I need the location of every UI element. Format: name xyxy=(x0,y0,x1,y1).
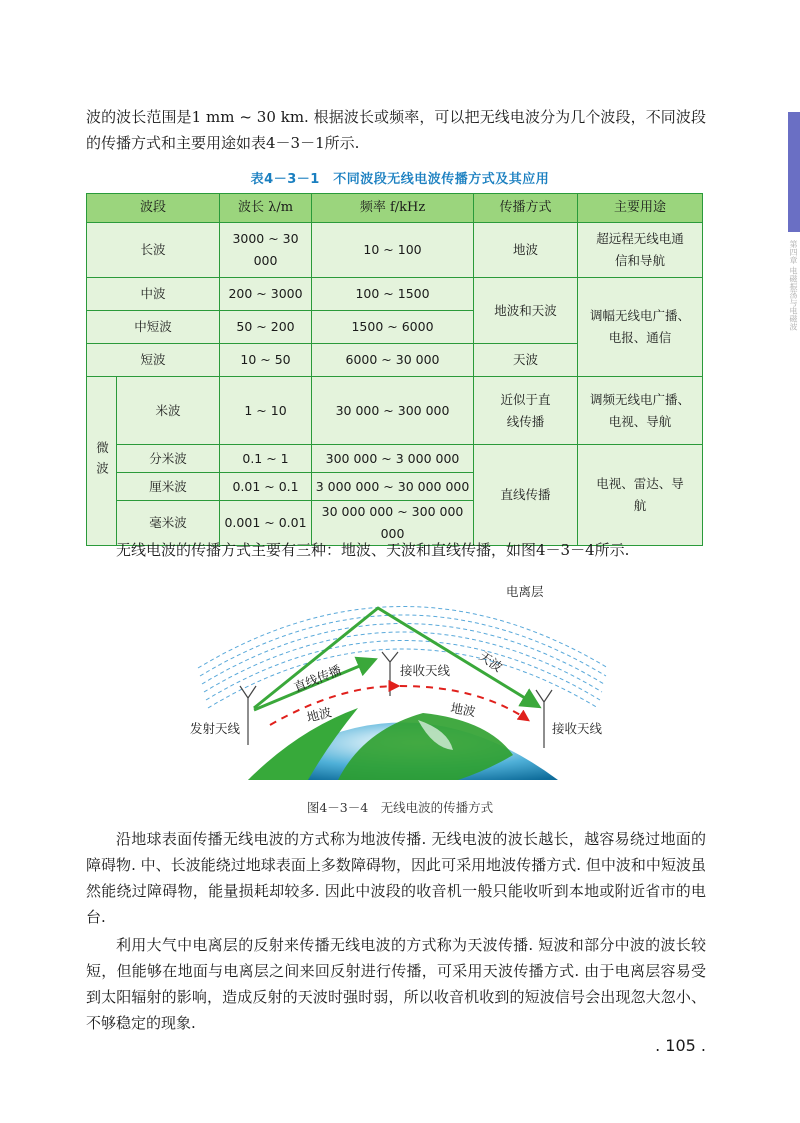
band-cell: 厘米波 xyxy=(117,473,220,501)
wavelength-cell: 0.001 ~ 0.01 xyxy=(220,501,312,546)
band-cell: 米波 xyxy=(117,377,220,445)
propagation-cell: 近似于直线传播 xyxy=(474,377,578,445)
wave-band-table xyxy=(86,193,703,546)
band-cell: 毫米波 xyxy=(117,501,220,546)
wavelength-cell: 10 ~ 50 xyxy=(220,344,312,377)
header-band: 波段 xyxy=(87,194,220,223)
frequency-cell: 3 000 000 ~ 30 000 000 xyxy=(312,473,474,501)
chapter-side-text: 第四章 电磁振荡与电磁波 xyxy=(789,240,798,331)
table-header-row xyxy=(87,194,703,223)
propagation-cell: 天波 xyxy=(474,344,578,377)
table-row xyxy=(87,278,703,311)
frequency-cell: 30 000 ~ 300 000 xyxy=(312,377,474,445)
transmit-antenna-label: 发射天线 xyxy=(190,721,241,736)
table-row xyxy=(87,445,703,473)
sky-wave-paragraph: 利用大气中电离层的反射来传播无线电波的方式称为天波传播. 短波和部分中波的波长较短，但能够在地面与电离层之间来回反射进行传播，可采用天波传播方式. 由于电离层容易受到太阳辐射的影响，造成反射的天波时强时弱，所以收音机收到的短波信号会出现忽大忽小、不够稳定的现象. xyxy=(86,936,706,1032)
figure-caption: 图4－3－4 无线电波的传播方式 xyxy=(306,800,494,815)
table-title: 表4－3－1 不同波段无线电波传播方式及其应用 xyxy=(250,172,550,187)
band-cell: 分米波 xyxy=(117,445,220,473)
receive-antenna-mid-icon xyxy=(382,652,398,696)
usage-cell: 调频无线电广播、电视、导航 xyxy=(578,377,703,445)
line-of-sight-label: 直线传播 xyxy=(291,662,344,695)
wavelength-cell: 0.01 ~ 0.1 xyxy=(220,473,312,501)
sky-wave-label: 天波 xyxy=(476,648,506,675)
band-cell: 中波 xyxy=(87,278,220,311)
header-usage: 主要用途 xyxy=(578,194,703,223)
receive-antenna-right-icon xyxy=(536,690,552,748)
frequency-cell: 10 ~ 100 xyxy=(312,223,474,278)
table-row xyxy=(87,377,703,445)
wavelength-cell: 50 ~ 200 xyxy=(220,311,312,344)
earth-surface xyxy=(248,708,558,780)
frequency-cell: 30 000 000 ~ 300 000 000 xyxy=(312,501,474,546)
intro-paragraph: 波的波长范围是1 mm ~ 30 km. 根据波长或频率，可以把无线电波分为几个波段，不同波段的传播方式和主要用途如表4－3－1所示. xyxy=(86,108,706,152)
wavelength-cell: 1 ~ 10 xyxy=(220,377,312,445)
band-cell: 中短波 xyxy=(87,311,220,344)
wavelength-cell: 0.1 ~ 1 xyxy=(220,445,312,473)
propagation-cell: 直线传播 xyxy=(474,445,578,546)
header-propagation: 传播方式 xyxy=(474,194,578,223)
propagation-figure xyxy=(188,580,618,780)
ground-wave-paragraph: 沿地球表面传播无线电波的方式称为地波传播. 无线电波的波长越长，越容易绕过地面的障碍物. 中、长波能绕过地球表面上多数障碍物，因此可采用地波传播方式. 但中波和中短波虽然能绕过障碍物，能量损耗却较多. 因此中波段的收音机一般只能收听到本地或附近省市的电台. xyxy=(86,830,706,926)
page-number: . 105 . xyxy=(655,1036,706,1055)
wavelength-cell: 3000 ~ 30 000 xyxy=(220,223,312,278)
band-cell: 短波 xyxy=(87,344,220,377)
propagation-cell: 地波和天波 xyxy=(474,278,578,344)
receive-antenna-mid-label: 接收天线 xyxy=(400,663,451,678)
microwave-group-cell: 微波 xyxy=(87,377,117,546)
usage-cell: 电视、雷达、导航 xyxy=(578,445,703,546)
header-frequency: 频率 f/kHz xyxy=(312,194,474,223)
ground-wave-left-label: 地波 xyxy=(305,704,333,725)
usage-cell: 调幅无线电广播、电报、通信 xyxy=(578,278,703,377)
propagation-cell: 地波 xyxy=(474,223,578,278)
usage-cell: 超远程无线电通信和导航 xyxy=(578,223,703,278)
transmit-antenna-icon xyxy=(240,686,256,745)
receive-antenna-right-label: 接收天线 xyxy=(552,721,603,736)
table-row xyxy=(87,223,703,278)
frequency-cell: 6000 ~ 30 000 xyxy=(312,344,474,377)
frequency-cell: 100 ~ 1500 xyxy=(312,278,474,311)
wavelength-cell: 200 ~ 3000 xyxy=(220,278,312,311)
frequency-cell: 300 000 ~ 3 000 000 xyxy=(312,445,474,473)
band-cell: 长波 xyxy=(87,223,220,278)
frequency-cell: 1500 ~ 6000 xyxy=(312,311,474,344)
ionosphere-label: 电离层 xyxy=(506,584,544,599)
modes-paragraph: 无线电波的传播方式主要有三种：地波、天波和直线传播，如图4－3－4所示. xyxy=(116,541,630,559)
ground-wave-right-label: 地波 xyxy=(449,700,477,720)
header-wavelength: 波长 λ/m xyxy=(220,194,312,223)
